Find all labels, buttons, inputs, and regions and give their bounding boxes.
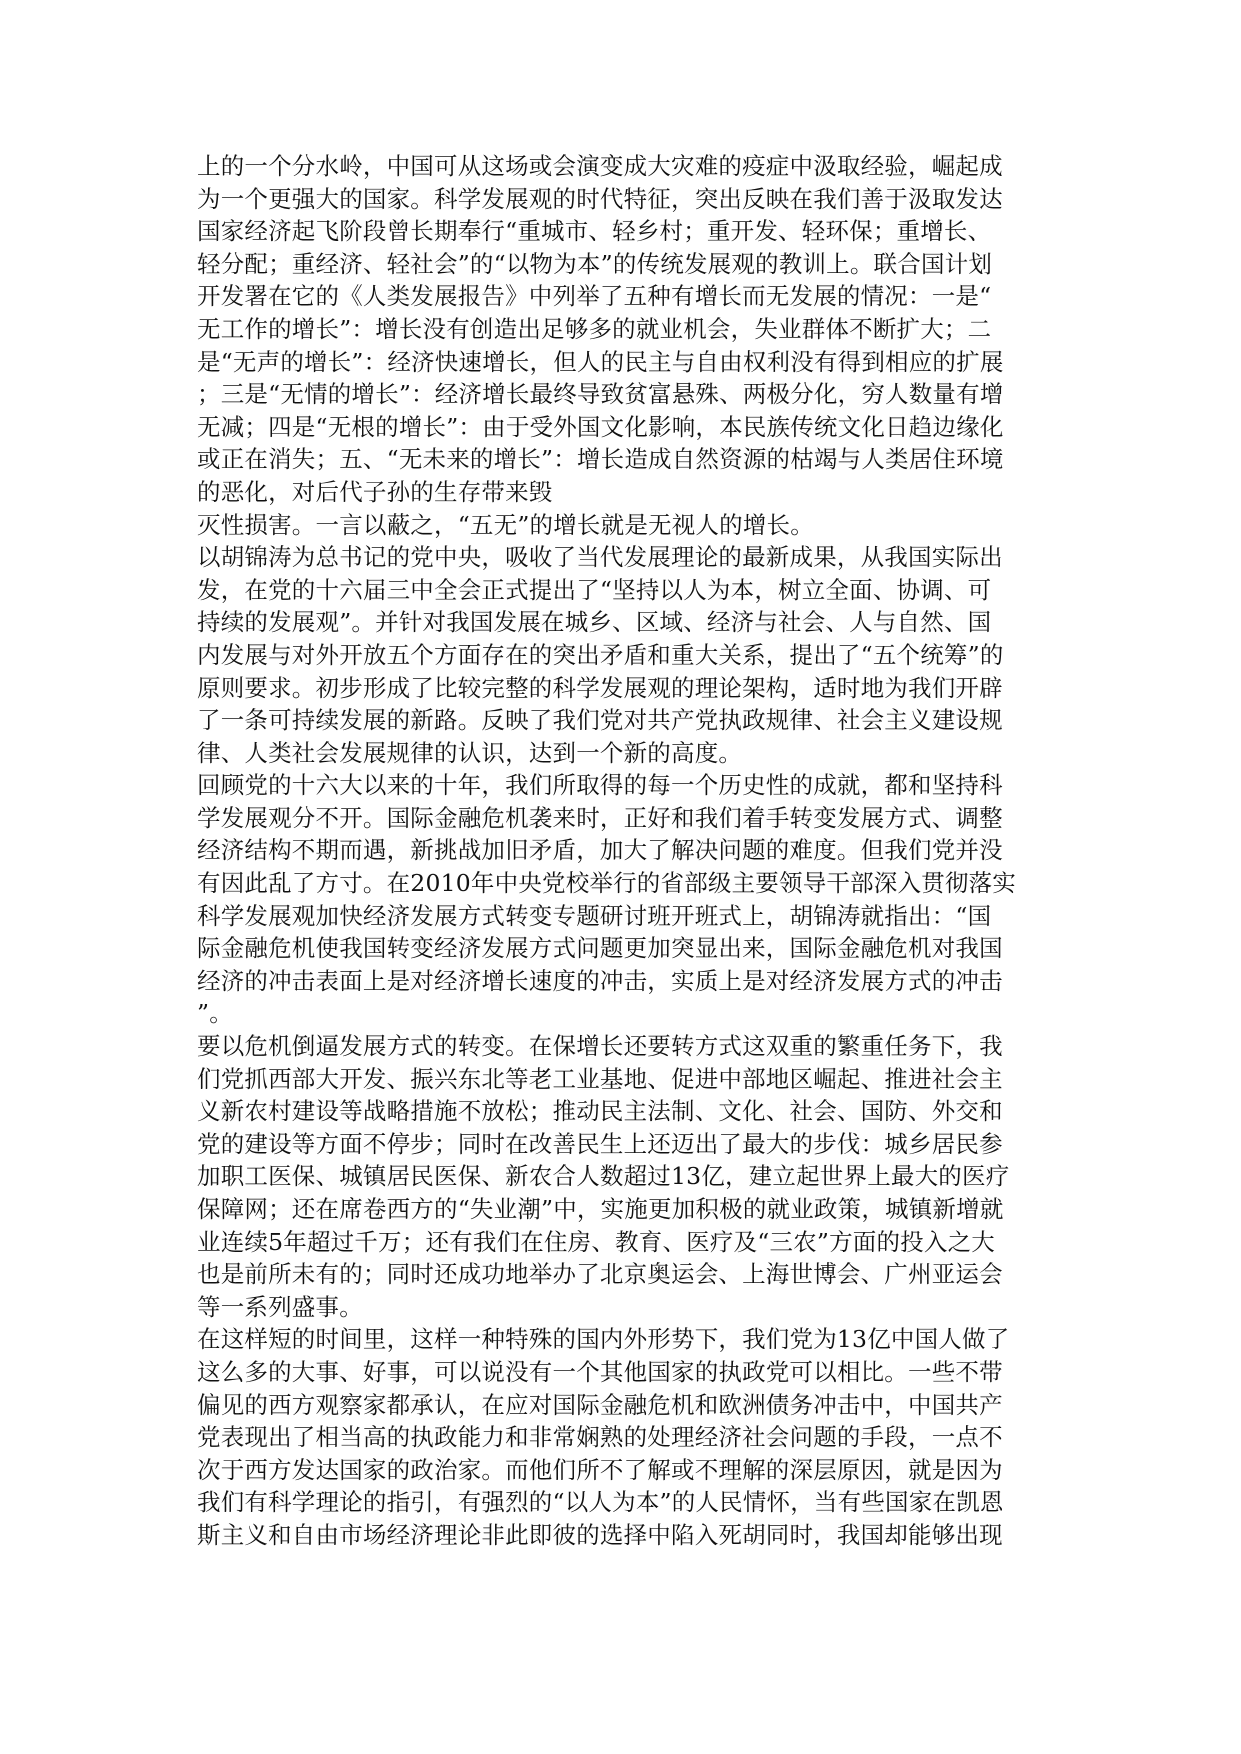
text-line: 或正在消失；五、“无未来的增长”：增长造成自然资源的枯竭与人类居住环境 xyxy=(197,445,1004,474)
text-line: 要以危机倒逼发展方式的转变。在保增长还要转方式这双重的繁重任务下，我 xyxy=(197,1032,1003,1061)
text-line: 原则要求。初步形成了比较完整的科学发展观的理论架构，适时地为我们开辟 xyxy=(197,673,1003,702)
text-line: 经济结构不期而遇，新挑战加旧矛盾，加大了解决问题的难度。但我们党并没 xyxy=(197,836,1003,865)
text-line: 保障网；还在席卷西方的“失业潮”中，实施更加积极的就业政策，城镇新增就 xyxy=(197,1195,1004,1223)
text-line: 际金融危机使我国转变经济发展方式问题更加突显出来，国际金融危机对我国 xyxy=(197,934,1003,963)
text-line: 持续的发展观”。并针对我国发展在城乡、区域、经济与社会、人与自然、国 xyxy=(197,608,992,637)
text-line: 有因此乱了方寸。在2010年中央党校举行的省部级主要领导干部深入贯彻落实 xyxy=(197,869,1017,898)
text-line: 内发展与对外开放五个方面存在的突出矛盾和重大关系，提出了“五个统筹”的 xyxy=(197,640,1004,669)
text-line: 灭性损害。一言以蔽之，“五无”的增长就是无视人的增长。 xyxy=(197,510,814,539)
text-line: 国家经济起飞阶段曾长期奉行“重城市、轻乡村；重开发、轻环保；重增长、 xyxy=(197,217,992,246)
text-line: 党表现出了相当高的执政能力和非常娴熟的处理经济社会问题的手段，一点不 xyxy=(197,1423,1003,1452)
text-line: 在这样短的时间里，这样一种特殊的国内外形势下，我们党为13亿中国人做了 xyxy=(197,1325,1010,1354)
text-line: 以胡锦涛为总书记的党中央，吸收了当代发展理论的最新成果，从我国实际出 xyxy=(197,543,1003,572)
text-line: 开发署在它的《人类发展报告》中列举了五种有增长而无发展的情况：一是“ xyxy=(197,282,992,311)
text-line: 无减；四是“无根的增长”：由于受外国文化影响，本民族传统文化日趋边缘化 xyxy=(197,412,1004,441)
text-line: 业连续5年超过千万；还有我们在住房、教育、医疗及“三农”方面的投入之大 xyxy=(197,1227,995,1256)
text-line: 无工作的增长”：增长没有创造出足够多的就业机会，失业群体不断扩大；二 xyxy=(197,314,992,343)
text-line: 们党抓西部大开发、振兴东北等老工业基地、促进中部地区崛起、推进社会主 xyxy=(197,1064,1003,1093)
text-line: 轻分配；重经济、轻社会”的“以物为本”的传统发展观的教训上。联合国计划 xyxy=(197,249,993,278)
text-line: ”。 xyxy=(197,999,233,1028)
text-line: 科学发展观加快经济发展方式转变专题研讨班开班式上，胡锦涛就指出：“国 xyxy=(197,901,992,930)
text-line: 这么多的大事、好事，可以说没有一个其他国家的执政党可以相比。一些不带 xyxy=(197,1357,1003,1386)
text-line: 等一系列盛事。 xyxy=(197,1292,363,1321)
text-line: 为一个更强大的国家。科学发展观的时代特征，突出反映在我们善于汲取发达 xyxy=(197,184,1003,213)
text-line: 了一条可持续发展的新路。反映了我们党对共产党执政规律、社会主义建设规 xyxy=(197,706,1003,735)
text-line: 发，在党的十六届三中全会正式提出了“坚持以人为本，树立全面、协调、可 xyxy=(197,575,992,604)
text-line: 偏见的西方观察家都承认，在应对国际金融危机和欧洲债务冲击中，中国共产 xyxy=(197,1390,1003,1419)
text-line: 经济的冲击表面上是对经济增长速度的冲击，实质上是对经济发展方式的冲击 xyxy=(197,966,1003,995)
text-line: 学发展观分不开。国际金融危机袭来时，正好和我们着手转变发展方式、调整 xyxy=(197,803,1003,832)
text-line: 是“无声的增长”：经济快速增长，但人的民主与自由权利没有得到相应的扩展 xyxy=(197,347,1004,376)
text-line: 上的一个分水岭，中国可从这场或会演变成大灾难的疫症中汲取经验，崛起成 xyxy=(197,152,1003,180)
text-line: 党的建设等方面不停步；同时在改善民生上还迈出了最大的步伐：城乡居民参 xyxy=(197,1129,1003,1158)
text-line: 次于西方发达国家的政治家。而他们所不了解或不理解的深层原因，就是因为 xyxy=(197,1455,1003,1484)
text-line: 我们有科学理论的指引，有强烈的“以人为本”的人民情怀，当有些国家在凯恩 xyxy=(197,1488,1004,1517)
text-line: ；三是“无情的增长”：经济增长最终导致贫富悬殊、两极分化，穷人数量有增 xyxy=(197,380,1004,409)
text-line: 的恶化，对后代子孙的生存带来毁 xyxy=(197,477,553,506)
text-line: 斯主义和自由市场经济理论非此即彼的选择中陷入死胡同时，我国却能够出现 xyxy=(197,1520,1003,1549)
text-line: 加职工医保、城镇居民医保、新农合人数超过13亿，建立起世界上最大的医疗 xyxy=(197,1162,1010,1191)
body-text xyxy=(197,150,1047,1552)
text-line: 也是前所未有的；同时还成功地举办了北京奥运会、上海世博会、广州亚运会 xyxy=(197,1260,1003,1289)
text-line: 义新农村建设等战略措施不放松；推动民主法制、文化、社会、国防、外交和 xyxy=(197,1097,1003,1126)
text-line: 回顾党的十六大以来的十年，我们所取得的每一个历史性的成就，都和坚持科 xyxy=(197,771,1003,800)
text-line: 律、人类社会发展规律的认识，达到一个新的高度。 xyxy=(197,738,743,767)
